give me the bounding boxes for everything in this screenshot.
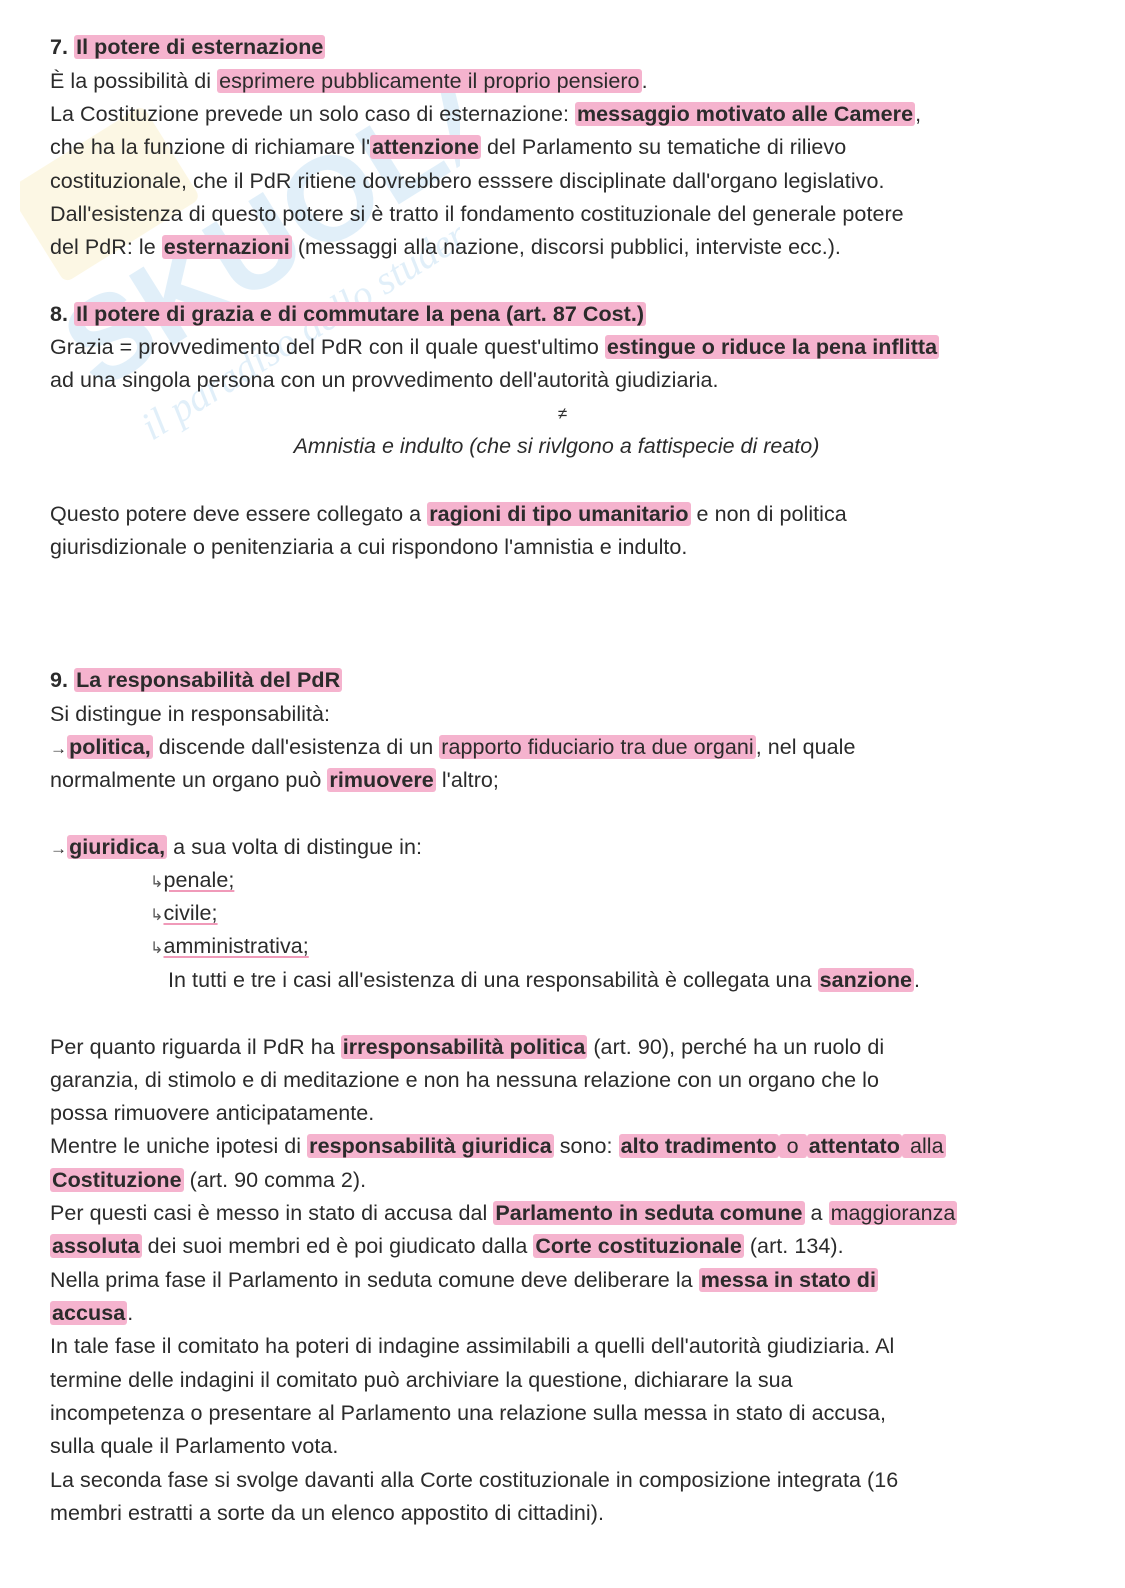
s9-para-6: Per questi casi è messo in stato di accusa dal Parlamento in seduta comune a maggioranza xyxy=(50,1201,956,1225)
amnistia-line: Amnistia e indulto (che si rivlgono a fattispecie di reato) xyxy=(293,434,820,458)
s7-line-1: È la possibilità di esprimere pubblicamente il proprio pensiero. xyxy=(50,69,648,93)
s9-tutti-line: In tutti e tre i casi all'esistenza di una responsabilità è collegata una sanzione. xyxy=(168,968,921,992)
arrow-icon: → xyxy=(50,839,68,858)
s8-line-1: Grazia = provvedimento del PdR con il quale quest'ultimo estingue o riduce la pena inflitta xyxy=(50,335,938,359)
s9-para-8: Nella prima fase il Parlamento in seduta comune deve deliberare la messa in stato di xyxy=(50,1268,876,1292)
s7-line-6: del PdR: le esternazioni (messaggi alla nazione, discorsi pubblici, interviste ecc.). xyxy=(50,235,841,259)
section-7-heading: 7. Il potere di esternazione xyxy=(50,35,324,59)
sub-item-civile: ↳civile; xyxy=(150,901,218,925)
section-9-heading: 9. La responsabilità del PdR xyxy=(50,668,341,692)
s9-para-5: Costituzione (art. 90 comma 2). xyxy=(52,1168,367,1192)
section-8-heading: 8. Il potere di grazia e di commutare la pena (art. 87 Cost.) xyxy=(50,302,645,326)
s9-giuridica-line: →giuridica, a sua volta di distingue in: xyxy=(50,835,422,859)
corner-arrow-icon: ↳ xyxy=(150,940,164,957)
section-9-title: La responsabilità del PdR xyxy=(76,668,341,692)
s8-line-2: ad una singola persona con un provvedimento dell'autorità giudiziaria. xyxy=(50,368,719,392)
section-8-title: Il potere di grazia e di commutare la pena (art. 87 Cost.) xyxy=(76,302,645,326)
s9-para-9: accusa. xyxy=(52,1301,134,1325)
s9-para-3: possa rimuovere anticipatamente. xyxy=(50,1101,375,1125)
s9-para-13: sulla quale il Parlamento vota. xyxy=(50,1434,339,1458)
s7-line-5: Dall'esistenza di questo potere si è tratto il fondamento costituzionale del generale potere xyxy=(50,202,904,226)
svg-text:il paradiso dello studente: il paradiso studente xyxy=(132,194,460,449)
s9-para-14: La seconda fase si svolge davanti alla Corte costituzionale in composizione integrata (16 xyxy=(50,1468,899,1492)
s9-para-15: membri estratti a sorte da un elenco appostito di cittadini). xyxy=(50,1501,604,1525)
s9-para-10: In tale fase il comitato ha poteri di indagine assimilabili a quelli dell'autorità giudiziaria. Al xyxy=(50,1334,895,1358)
s9-intro: Si distingue in responsabilità: xyxy=(50,702,331,726)
s9-para-2: garanzia, di stimolo e di meditazione e non ha nessuna relazione con un organo che lo xyxy=(50,1068,879,1092)
s7-line-4: costituzionale, che il PdR ritiene dovrebbero esssere disciplinate dall'organo legislativo. xyxy=(50,169,885,193)
s9-para-7: assoluta dei suoi membri ed è poi giudicato dalla Corte costituzionale (art. 134). xyxy=(52,1234,844,1258)
s7-line-3: che ha la funzione di richiamare l'attenzione del Parlamento su tematiche di rilievo xyxy=(50,135,847,159)
not-equal-sign: ≠ xyxy=(557,404,568,423)
sub-item-penale: ↳penale; xyxy=(150,868,235,892)
s9-para-12: incompetenza o presentare al Parlamento una relazione sulla messa in stato di accusa, xyxy=(50,1401,887,1425)
s9-para-11: termine delle indagini il comitato può archiviare la questione, dichiarare la sua xyxy=(50,1368,793,1392)
s7-line-2: La Costituzione prevede un solo caso di esternazione: messaggio motivato alle Camere, xyxy=(50,102,922,126)
corner-arrow-icon: ↳ xyxy=(150,874,164,891)
s9-politica-line-2: normalmente un organo può rimuovere l'altro; xyxy=(50,768,499,792)
svg-text:SKUOLA: SKUOLA xyxy=(40,40,460,415)
s9-para-1: Per quanto riguarda il PdR ha irresponsabilità politica (art. 90), perché ha un ruolo di xyxy=(50,1035,885,1059)
s8-line-4: giurisdizionale o penitenziaria a cui rispondono l'amnistia e indulto. xyxy=(50,535,688,559)
arrow-icon: → xyxy=(50,739,68,758)
s8-line-3: Questo potere deve essere collegato a ragioni di tipo umanitario e non di politica xyxy=(50,502,847,526)
s9-para-4: Mentre le uniche ipotesi di responsabilità giuridica sono: alto tradimento o attentato alla xyxy=(50,1134,944,1158)
section-7-title: Il potere di esternazione xyxy=(76,35,324,59)
corner-arrow-icon: ↳ xyxy=(150,907,164,924)
s9-politica-line-1: →politica, discende dall'esistenza di un rapporto fiduciario tra due organi, nel quale xyxy=(50,735,856,759)
sub-item-amministrativa: ↳amministrativa; xyxy=(150,934,309,958)
